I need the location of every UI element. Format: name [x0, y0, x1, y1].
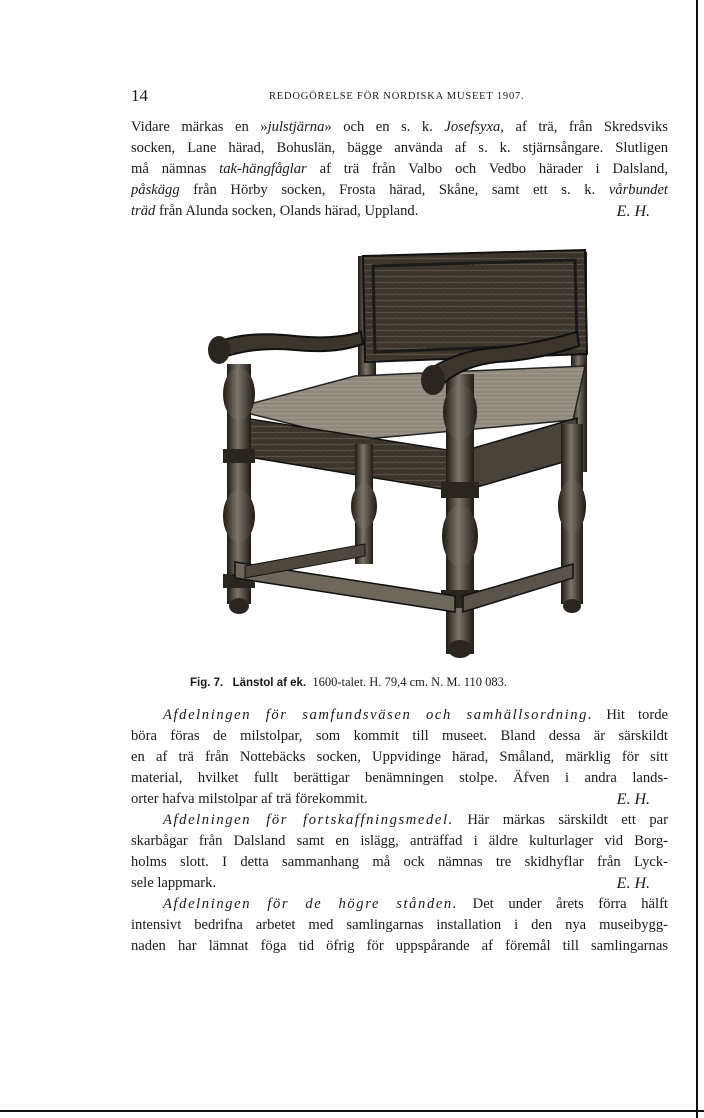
text-line: intensivt bedrifna arbetet med samlingarnas installation i den nya museibygg-: [131, 917, 668, 933]
text-line: en af trä från Nottebäcks socken, Uppvidinge härad, Småland, märklig för sitt: [131, 749, 668, 765]
page-number: 14: [131, 86, 148, 105]
text-line: må nämnas tak-hängfåglar af trä från Valbo och Vedbo härader i Dalsland,: [131, 161, 668, 177]
figure-title: Länstol af ek.: [232, 677, 307, 689]
figure-caption: [190, 675, 630, 690]
running-title: REDOGÖRELSE FÖR NORDISKA MUSEET 1907.: [269, 91, 525, 102]
text-line: Afdelningen för samfundsväsen och samhällsordning. Hit torde: [163, 707, 668, 723]
page-edge-bottom: [0, 1110, 704, 1112]
text-line: Afdelningen för de högre stånden. Det under årets förra hälft: [163, 896, 668, 912]
body-sections: [131, 705, 668, 957]
page-header: [131, 86, 668, 110]
text-line: sele lappmark. E. H.: [131, 875, 650, 892]
text-line: Afdelningen för fortskaffningsmedel. Här märkas särskildt ett par: [163, 812, 668, 828]
text-line: böra föras de milstolpar, som kommit till museet. Bland dessa är särskildt: [131, 728, 668, 744]
page-edge-right: [696, 0, 698, 1118]
section-heading: Afdelningen för samfundsväsen och samhällsordning.: [163, 707, 594, 723]
section-heading: Afdelningen för fortskaffningsmedel.: [163, 812, 454, 828]
text-line: orter hafva milstolpar af trä förekommit. E. H.: [131, 791, 650, 808]
text-line: träd från Alunda socken, Olands härad, Uppland. E. H.: [131, 203, 650, 220]
intro-paragraph: [131, 117, 668, 222]
text-line: Vidare märkas en »julstjärna» och en s. k. Josefsyxa, af trä, från Skredsviks: [131, 119, 668, 135]
signature: E. H.: [616, 875, 650, 892]
text-line: holms slott. I detta sammanhang må ock nämnas tre skidhyflar från Lyck-: [131, 854, 668, 870]
signature: E. H.: [616, 791, 650, 808]
figure-label: Fig. 7.: [190, 677, 224, 689]
text-line: påskägg från Hörby socken, Frosta härad, Skåne, samt ett s. k. vårbundet: [131, 182, 668, 198]
text-line: skarbågar från Dalsland samt en islägg, anträffad i äldre kulturlager vid Borg-: [131, 833, 668, 849]
section-heading: Afdelningen för de högre stånden.: [163, 896, 459, 912]
text-line: material, hvilket fullt berättigar benämningen stolpe. Äfven i andra lands-: [131, 770, 668, 786]
text-line: naden har lämnat föga tid öfrig för uppspårande af föremål till samlingarnas: [131, 938, 668, 954]
text-line: socken, Lane härad, Bohuslän, bägge använda af s. k. stjärnsångare. Slutligen: [131, 140, 668, 156]
armchair-illustration: [205, 244, 595, 664]
signature: E. H.: [616, 203, 650, 220]
chair-photograph: [205, 244, 595, 664]
figure-details: 1600-talet. H. 79,4 cm. N. M. 110 083.: [312, 675, 508, 689]
